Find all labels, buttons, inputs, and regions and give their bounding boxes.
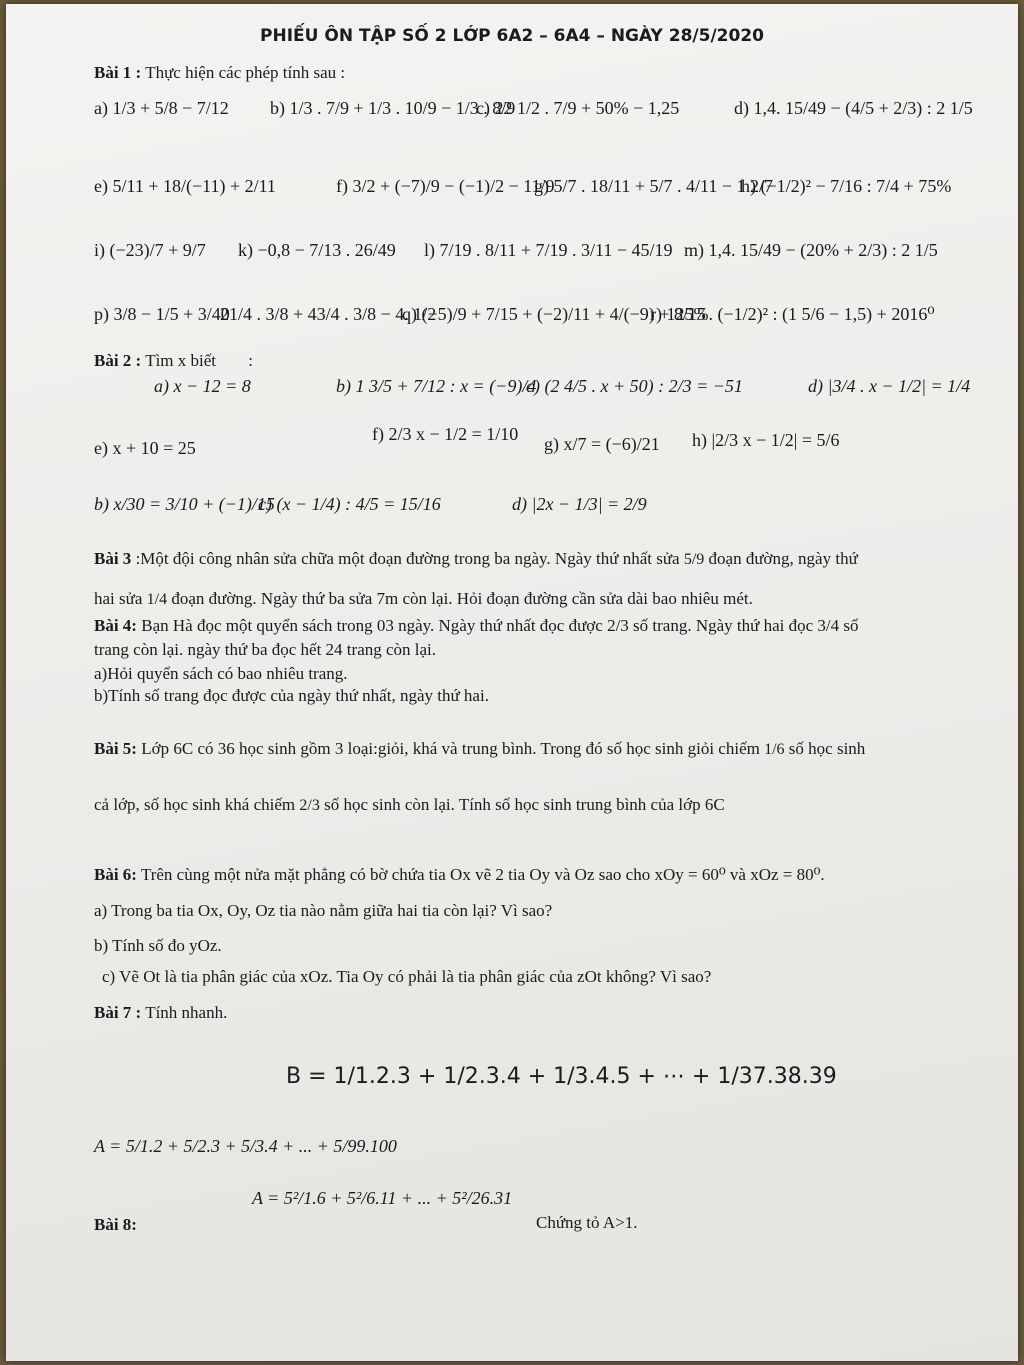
page-title: PHIẾU ÔN TẬP SỐ 2 LỚP 6A2 – 6A4 – NGÀY 28/5/2020 — [260, 26, 764, 46]
bai2-item-c2: c) (x − 1/4) : 4/5 = 15/16 — [258, 494, 441, 514]
bai2-item-a: a) x − 12 = 8 — [154, 376, 251, 396]
bai2-item-b: b) 1 3/5 + 7/12 : x = (−9)/4 — [336, 376, 537, 396]
bai8-heading: Bài 8: — [94, 1215, 137, 1234]
bai2-item-f: f) 2/3 x − 1/2 = 1/10 — [372, 424, 519, 444]
bai5-text1: Lớp 6C có 36 học sinh gồm 3 loại:giỏi, khá và trung bình. Trong đó số học sinh giỏi chiếm — [141, 739, 760, 758]
bai2-item-g: g) x/7 = (−6)/21 — [544, 434, 660, 454]
bai6-angle1: xOy = 60⁰ — [654, 865, 726, 884]
bai6-angle2: xOz = 80⁰. — [750, 865, 825, 884]
bai5-heading: Bài 5: — [94, 739, 137, 758]
bai5-text2-end: số học sinh còn lại. Tính số học sinh trung bình của lớp 6C — [324, 795, 725, 814]
bai6-heading: Bài 6: — [94, 865, 137, 884]
bai6-a: a) Trong ba tia Ox, Oy, Oz tia nào nằm giữa hai tia còn lại? Vì sao? — [94, 901, 553, 920]
bai2-item-b2: b) x/30 = 3/10 + (−1)/15 — [94, 494, 275, 514]
bai3-text2-start: hai sửa — [94, 589, 143, 608]
bai2-text: Tìm x biết — [145, 351, 217, 370]
bai1-item-d: d) 1,4. 15/49 − (4/5 + 2/3) : 2 1/5 — [734, 98, 973, 118]
bai3-text1: :Một đội công nhân sửa chữa một đoạn đường trong ba ngày. Ngày thứ nhất sửa — [135, 549, 680, 568]
bai3-text1-end: đoạn đường, ngày thứ — [708, 549, 858, 568]
bai5-line1 — [94, 738, 865, 760]
bai2-item-e: e) x + 10 = 25 — [94, 438, 196, 458]
bai1-item-p2: 21/4 . 3/8 + 43/4 . 3/8 − 4. 1/2 — [220, 304, 437, 324]
bai3-line2 — [94, 588, 753, 610]
bai1-item-i: i) (−23)/7 + 9/7 — [94, 240, 206, 260]
bai7-line — [94, 1002, 227, 1023]
bai1-item-c: c) 22 1/2 . 7/9 + 50% − 1,25 — [476, 98, 680, 118]
bai1-item-q: q) (−5)/9 + 7/15 + (−2)/11 + 4/(−9) + 8/15 — [402, 304, 706, 324]
bai2-line — [94, 350, 253, 371]
bai1-item-g: g) 5/7 . 18/11 + 5/7 . 4/11 − 1 2/7 — [534, 176, 773, 196]
bai6-c: c) Vẽ Ot là tia phân giác của xOz. Tia Oy có phải là tia phân giác của zOt không? Vì sao? — [102, 967, 712, 986]
bai6-line1 — [94, 864, 825, 885]
bai2-item-d: d) |3/4 . x − 1/2| = 1/4 — [808, 376, 971, 396]
bai3-line1 — [94, 548, 858, 570]
bai7-text: Tính nhanh. — [145, 1003, 228, 1022]
bai4-text1: Bạn Hà đọc một quyển sách trong 03 ngày. Ngày thứ nhất đọc được 2/3 số trang. Ngày thứ hai đọc 3/4 số — [141, 616, 859, 635]
bai4-heading: Bài 4: — [94, 616, 137, 635]
bai1-item-p: p) 3/8 − 1/5 + 3/40 — [94, 304, 230, 324]
bai5-frac2: 2/3 — [299, 797, 320, 814]
bai1-item-b: b) 1/3 . 7/9 + 1/3 . 10/9 − 1/3 . 8/9 — [270, 98, 516, 118]
bai3-heading: Bài 3 — [94, 549, 132, 568]
bai8-formula-A: A = 5²/1.6 + 5²/6.11 + ... + 5²/26.31 — [252, 1188, 513, 1208]
bai7-heading: Bài 7 : — [94, 1003, 142, 1022]
bai6-b: b) Tính số đo yOz. — [94, 936, 222, 955]
bai5-text1-end: số học sinh — [788, 739, 866, 758]
bai1-item-e: e) 5/11 + 18/(−11) + 2/11 — [94, 176, 276, 196]
bai7-formula-B: B = 1/1.2.3 + 1/2.3.4 + 1/3.4.5 + ⋯ + 1/37.38.39 — [286, 1064, 837, 1089]
bai1-item-l: l) 7/19 . 8/11 + 7/19 . 3/11 − 45/19 — [424, 240, 673, 260]
bai3-frac1: 5/9 — [683, 551, 705, 568]
bai1-item-a: a) 1/3 + 5/8 − 7/12 — [94, 98, 229, 118]
bai1-text: Thực hiện các phép tính sau : — [145, 63, 346, 82]
bai2-colon: : — [248, 351, 253, 370]
bai1-line — [94, 62, 345, 83]
bai1-item-r: r) 125%. (−1/2)² : (1 5/6 − 1,5) + 2016⁰ — [650, 304, 935, 324]
bai1-item-m: m) 1,4. 15/49 − (20% + 2/3) : 2 1/5 — [684, 240, 938, 260]
bai4-line3: a)Hỏi quyển sách có bao nhiêu trang. — [94, 664, 348, 683]
bai5-text2: cả lớp, số học sinh khá chiếm — [94, 795, 296, 814]
bai3-text2-end: đoạn đường. Ngày thứ ba sửa 7m còn lại. Hỏi đoạn đường cần sửa dài bao nhiêu mét. — [171, 589, 753, 608]
bai8-text: Chứng tỏ A>1. — [536, 1213, 638, 1232]
worksheet-page — [6, 4, 1018, 1361]
bai7-formula-A: A = 5/1.2 + 5/2.3 + 5/3.4 + ... + 5/99.100 — [94, 1136, 397, 1156]
bai5-frac1: 1/6 — [764, 741, 785, 758]
bai6-va: và — [729, 865, 746, 884]
bai3-frac2: 1/4 — [146, 591, 168, 608]
bai5-line2 — [94, 794, 725, 816]
bai4-line1 — [94, 615, 859, 636]
bai1-item-h: h) (−1/2)² − 7/16 : 7/4 + 75% — [741, 176, 952, 196]
bai2-item-c: c) (2 4/5 . x + 50) : 2/3 = −51 — [526, 376, 743, 396]
bai1-heading: Bài 1 : — [94, 63, 142, 82]
bai2-item-h: h) |2/3 x − 1/2| = 5/6 — [692, 430, 840, 450]
bai2-heading: Bài 2 : — [94, 351, 142, 370]
bai1-item-k: k) −0,8 − 7/13 . 26/49 — [238, 240, 396, 260]
bai4-line2: trang còn lại. ngày thứ ba đọc hết 24 trang còn lại. — [94, 640, 437, 659]
bai4-line4: b)Tính số trang đọc được của ngày thứ nhất, ngày thứ hai. — [94, 686, 489, 705]
bai2-item-d2: d) |2x − 1/3| = 2/9 — [512, 494, 647, 514]
bai6-text1: Trên cùng một nửa mặt phẳng có bờ chứa tia Ox vẽ 2 tia Oy và Oz sao cho — [140, 865, 651, 884]
bai1-item-f: f) 3/2 + (−7)/9 − (−1)/2 − 11/9 — [336, 176, 555, 196]
